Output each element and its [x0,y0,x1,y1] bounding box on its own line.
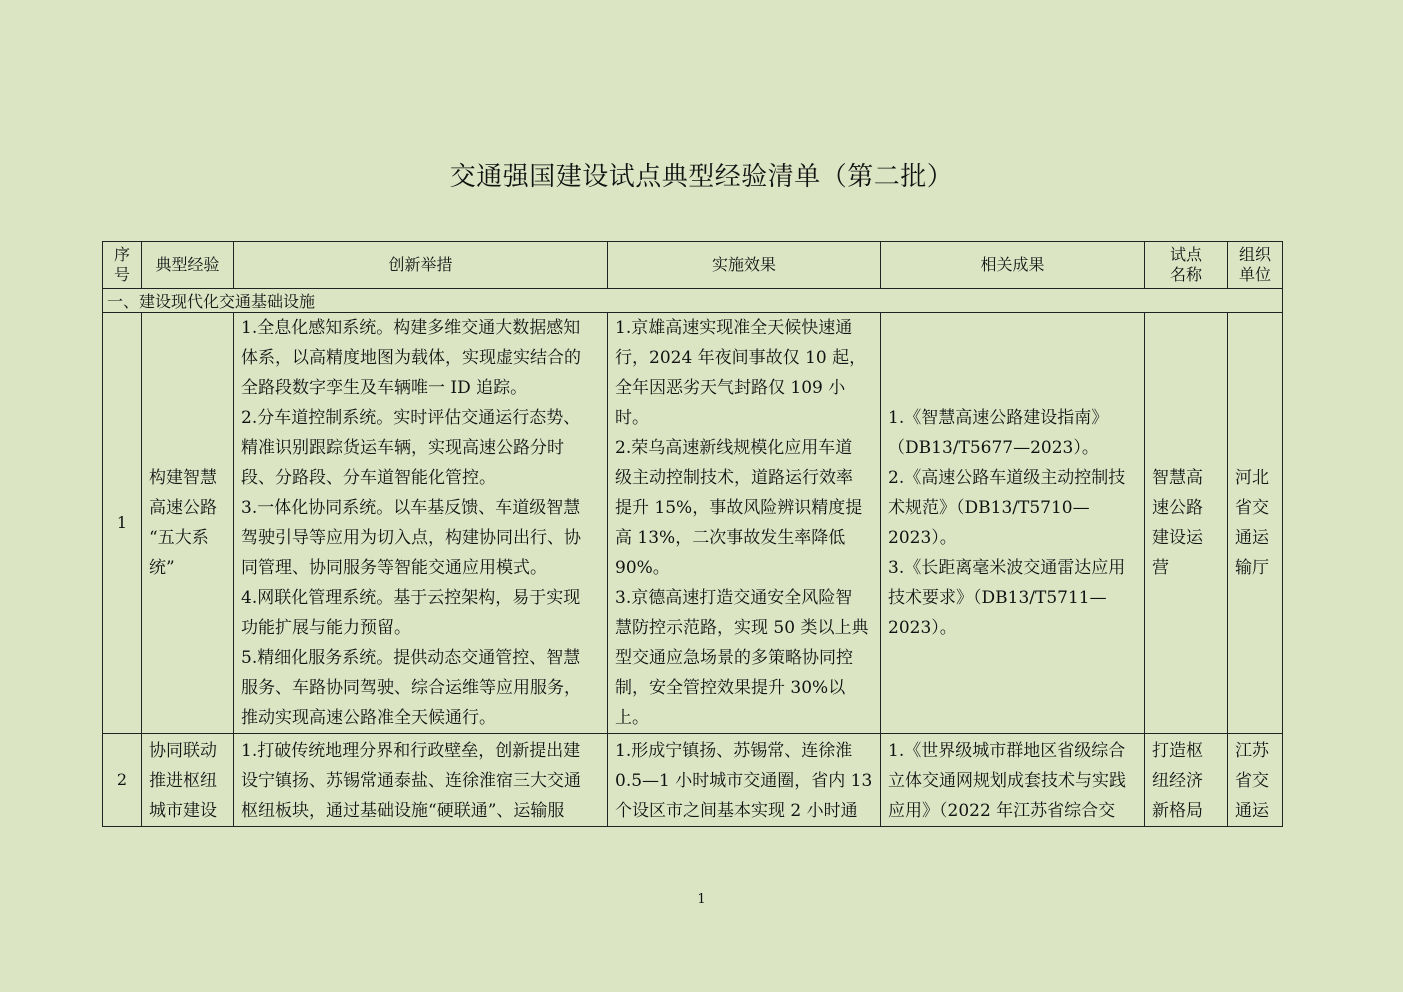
cell-line: 0.5—1 小时城市交通圈，省内 13 [615,771,873,791]
row-seq: 2 [103,734,142,827]
cell-line: 2023）。 [888,618,957,638]
header-seq [103,242,142,289]
cell-line: 服务、车路协同驾驶、综合运维等应用服务， [241,678,581,698]
cell-line: 型交通应急场景的多策略协同控 [615,648,853,668]
row-org [1228,734,1283,827]
row-org [1228,313,1283,734]
cell-line: 上。 [615,708,649,728]
cell-line: 驾驶引导等应用为切入点，构建协同出行、协 [241,528,581,548]
cell-line: 术规范》（DB13/T5710— [888,498,1090,518]
header-pilot [1145,242,1228,289]
cell-line: 高速公路 [149,498,217,518]
row-measures [234,313,608,734]
section-row [103,289,1283,313]
cell-line: 全路段数字孪生及车辆唯一 ID 追踪。 [241,378,528,398]
document-title: 交通强国建设试点典型经验清单（第二批） [449,162,954,192]
cell-line: 推动实现高速公路准全天候通行。 [241,708,496,728]
cell-line: 慧防控示范路，实现 50 类以上典 [615,618,869,638]
cell-line: 技术要求》（DB13/T5711— [888,588,1107,608]
cell-line: 级主动控制技术，道路运行效率 [615,468,853,488]
cell-line: 智慧高 [1152,468,1203,488]
cell-line: 枢纽板块，通过基础设施“硬联通”、运输服 [241,801,565,821]
cell-line: 统” [149,558,175,578]
cell-line: 提升 15%，事故风险辨识精度提 [615,498,863,518]
cell-line: 1.《智慧高速公路建设指南》 [888,408,1109,428]
row-seq: 1 [103,313,142,734]
cell-line: 打造枢 [1152,741,1203,761]
experience-table [102,241,1283,827]
cell-line: 2.荣乌高速新线规模化应用车道 [615,438,853,458]
row-measures [234,734,608,827]
row-pilot [1145,313,1228,734]
cell-line: 协同联动 [149,741,217,761]
table-row [103,734,1283,827]
cell-line: 同管理、协同服务等智能交通应用模式。 [241,558,547,578]
cell-line: 纽经济 [1152,771,1203,791]
header-org-line: 组织 [1238,245,1271,264]
header-row [103,242,1283,289]
header-results: 相关成果 [881,242,1145,289]
cell-line: 新格局 [1152,801,1203,821]
cell-line: 输厅 [1235,558,1269,578]
cell-line: 时。 [615,408,649,428]
cell-line: 制，安全管控效果提升 30%以 [615,678,846,698]
cell-line: 3.一体化协同系统。以车基反馈、车道级智慧 [241,498,581,518]
cell-line: 段、分路段、分车道智能化管控。 [241,468,496,488]
cell-line: 高 13%，二次事故发生率降低 [615,528,846,548]
row-results [881,313,1145,734]
cell-line: 3.《长距离毫米波交通雷达应用 [888,558,1126,578]
cell-line: 城市建设 [149,801,217,821]
row-experience [142,734,234,827]
header-seq-line: 序 [113,245,130,264]
cell-line: 3.京德高速打造交通安全风险智 [615,588,853,608]
header-org-line: 单位 [1238,265,1271,284]
cell-line: （DB13/T5677—2023）。 [888,438,1099,458]
cell-line: 精准识别跟踪货运车辆，实现高速公路分时 [241,438,564,458]
cell-line: 90%。 [615,558,670,578]
header-org [1228,242,1283,289]
section-title: 一、建设现代化交通基础设施 [103,289,1283,313]
cell-line: 河北 [1235,468,1269,488]
page-number: 1 [697,892,706,907]
cell-line: 1.《世界级城市群地区省级综合 [888,741,1126,761]
row-pilot [1145,734,1228,827]
cell-line: 个设区市之间基本实现 2 小时通 [615,801,858,821]
row-effects [608,313,881,734]
cell-line: 1.形成宁镇扬、苏锡常、连徐淮 [615,741,853,761]
cell-line: 营 [1152,558,1169,578]
row-experience [142,313,234,734]
cell-line: 全年因恶劣天气封路仅 109 小 [615,378,846,398]
cell-line: 设宁镇扬、苏锡常通泰盐、连徐淮宿三大交通 [241,771,581,791]
cell-line: 江苏 [1235,741,1269,761]
cell-line: 体系，以高精度地图为载体，实现虚实结合的 [241,348,581,368]
cell-line: 行，2024 年夜间事故仅 10 起， [615,348,867,368]
cell-line: 省交 [1235,498,1269,518]
header-measures: 创新举措 [234,242,608,289]
cell-line: 建设运 [1152,528,1203,548]
header-seq-line: 号 [113,265,130,284]
cell-line: 通运 [1235,528,1269,548]
cell-line: 功能扩展与能力预留。 [241,618,411,638]
cell-line: 1.全息化感知系统。构建多维交通大数据感知 [241,318,581,338]
cell-line: “五大系 [149,528,209,548]
cell-line: 2023）。 [888,528,957,548]
cell-line: 应用》（2022 年江苏省综合交 [888,801,1116,821]
cell-line: 构建智慧 [149,468,217,488]
table-row [103,313,1283,734]
cell-line: 2.分车道控制系统。实时评估交通运行态势、 [241,408,581,428]
header-pilot-line: 名称 [1169,265,1202,284]
cell-line: 通运 [1235,801,1269,821]
cell-line: 速公路 [1152,498,1203,518]
cell-line: 5.精细化服务系统。提供动态交通管控、智慧 [241,648,581,668]
cell-line: 1.京雄高速实现准全天候快速通 [615,318,853,338]
header-experience: 典型经验 [142,242,234,289]
cell-line: 2.《高速公路车道级主动控制技 [888,468,1126,488]
cell-line: 立体交通网规划成套技术与实践 [888,771,1126,791]
header-pilot-line: 试点 [1169,245,1202,264]
row-results [881,734,1145,827]
cell-line: 省交 [1235,771,1269,791]
cell-line: 4.网联化管理系统。基于云控架构，易于实现 [241,588,581,608]
cell-line: 推进枢纽 [149,771,217,791]
cell-line: 1.打破传统地理分界和行政壁垒，创新提出建 [241,741,581,761]
header-effects: 实施效果 [608,242,881,289]
row-effects [608,734,881,827]
